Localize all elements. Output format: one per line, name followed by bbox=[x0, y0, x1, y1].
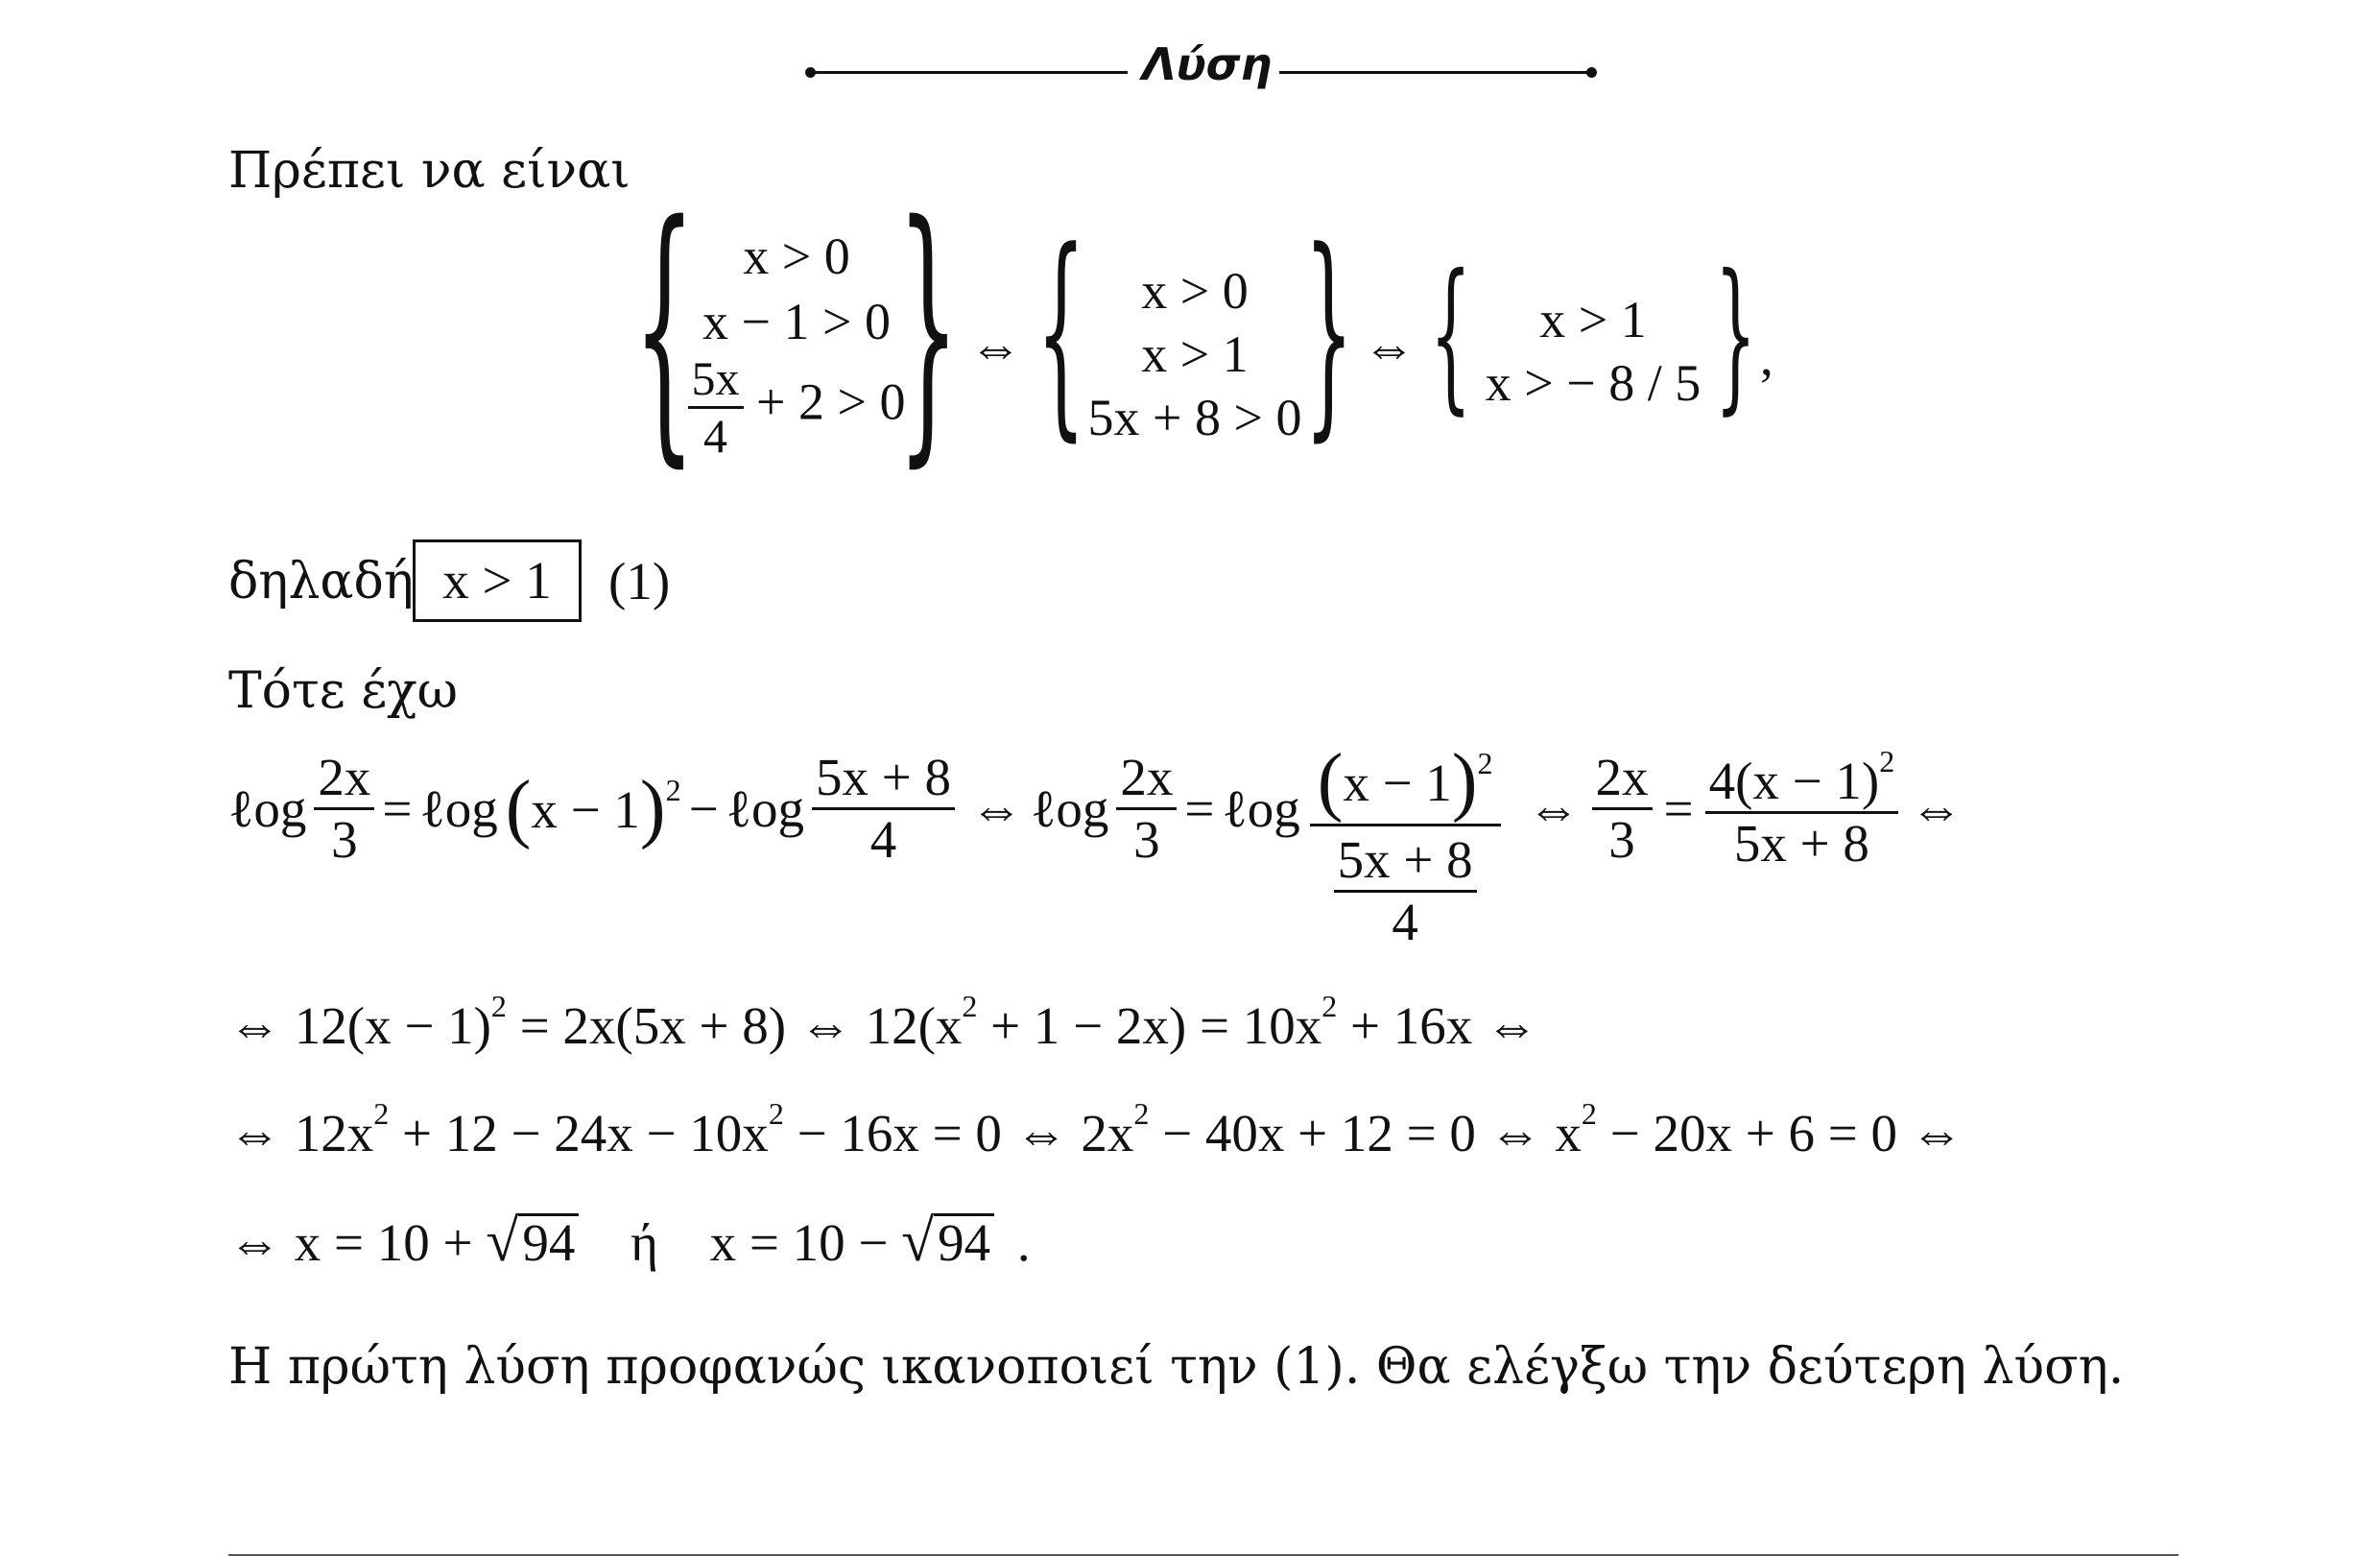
system-3-line-1: x > 1 bbox=[1539, 291, 1647, 348]
log-3: ℓog bbox=[726, 779, 804, 838]
system-1-line-1: x > 0 bbox=[743, 227, 850, 285]
header-title: Λύση bbox=[1142, 38, 1273, 90]
system-3-left-brace: { bbox=[1430, 240, 1472, 430]
equation-line-2: ⇔ $12(x - 1)^2 = 2x(5x + 8)$ ⇔ $12(x^2 + 1 - 2x) = 10x^2 + 16x$ ⇔ bbox=[228, 989, 1539, 1055]
system-1-left-brace: { bbox=[633, 167, 696, 491]
intro-text: Πρέπει να είναι bbox=[228, 142, 631, 200]
iff-1: ⇔ bbox=[969, 318, 1022, 376]
log-4: ℓog bbox=[1030, 779, 1109, 838]
system-3-line-2: x > − 8 / 5 bbox=[1485, 354, 1702, 412]
frac-4x1sq-over-5x8: $\frac{4(x - 1)^2}{5x + 8}$ bbox=[1705, 746, 1899, 872]
system-1 bbox=[633, 167, 960, 491]
system-1-line-2: x − 1 > 0 bbox=[702, 293, 891, 350]
iff-2: ⇔ bbox=[1363, 318, 1416, 376]
system-2-line-1: x > 0 bbox=[1141, 262, 1249, 320]
log-2: ℓog bbox=[419, 779, 498, 838]
final-text: Η πρώτη λύση προφανώς ικανοποιεί την (1). Θα ελέγξω την δεύτερη λύση. bbox=[228, 1338, 2125, 1396]
log-1: ℓog bbox=[228, 779, 307, 838]
section-header bbox=[801, 38, 1598, 106]
system-1-line-3-rest: + 2 > 0 bbox=[756, 372, 906, 431]
then-text: Τότε έχω bbox=[228, 662, 459, 720]
conclusion-word: δηλαδή bbox=[228, 553, 414, 610]
system-2-right-brace: } bbox=[1303, 204, 1353, 461]
system-2-left-brace: { bbox=[1036, 204, 1086, 461]
system-2 bbox=[1036, 204, 1353, 463]
compound-fraction: $(x - 1)^2$ $\frac{5x + 8}{4}$ bbox=[1310, 739, 1501, 950]
frac-5x8-over-4: $\frac{5x + 8}{4}$ bbox=[812, 750, 955, 868]
paren-group: $(x - 1)^2$ bbox=[505, 766, 681, 850]
system-2-line-3: 5x + 8 > 0 bbox=[1087, 389, 1302, 446]
header-rule-left bbox=[811, 71, 1128, 74]
sqrt-2: √94 bbox=[901, 1213, 994, 1272]
system-1-frac-num: 5x bbox=[688, 353, 744, 409]
sqrt-1: √94 bbox=[486, 1213, 579, 1272]
equation-line-1: ℓog $\frac{2x}{3}$ = ℓog $(x - 1)^2$ − ℓog $\frac{5x + 8}{4}$ ⇔ ℓog $\frac{2x}{3}$ = ℓog $(x - 1)^2$ $\frac{5x + 8}{4}$ ⇔ $\frac{2x}{3}$ = $\frac{4(x - 1)^2}{5x + 8}$ ⇔ bbox=[228, 739, 1964, 951]
header-rule-right bbox=[1279, 71, 1592, 74]
boxed-result: x > 1 bbox=[413, 539, 582, 622]
system-comma: , bbox=[1760, 327, 1773, 386]
system-1-right-brace: } bbox=[897, 167, 960, 491]
frac-2x-over-3: $\frac{2x}{3}$ bbox=[314, 750, 374, 868]
header-dot-right bbox=[1586, 67, 1597, 78]
equation-line-4: ⇔ x = 10 + √94 ή x = 10 − √94 . bbox=[228, 1209, 1031, 1274]
log-5: ℓog bbox=[1222, 779, 1300, 838]
system-3 bbox=[1430, 240, 1756, 430]
system-2-line-2: x > 1 bbox=[1141, 325, 1249, 383]
frac-2x-over-3-c: $\frac{2x}{3}$ bbox=[1592, 750, 1653, 868]
system-3-right-brace: } bbox=[1714, 240, 1756, 430]
equation-label-1: (1) bbox=[608, 552, 671, 610]
frac-2x-over-3-b: $\frac{2x}{3}$ bbox=[1116, 750, 1177, 868]
equation-line-3: ⇔ $12x^2 + 12 - 24x - 10x^2 - 16x = 0$ ⇔ $2x^2 - 40x + 12 = 0$ ⇔ $x^2 - 20x + 6 = 0$ ⇔ bbox=[228, 1096, 1964, 1162]
header-dot-left bbox=[805, 67, 816, 78]
system-1-frac-den: 4 bbox=[703, 408, 728, 463]
